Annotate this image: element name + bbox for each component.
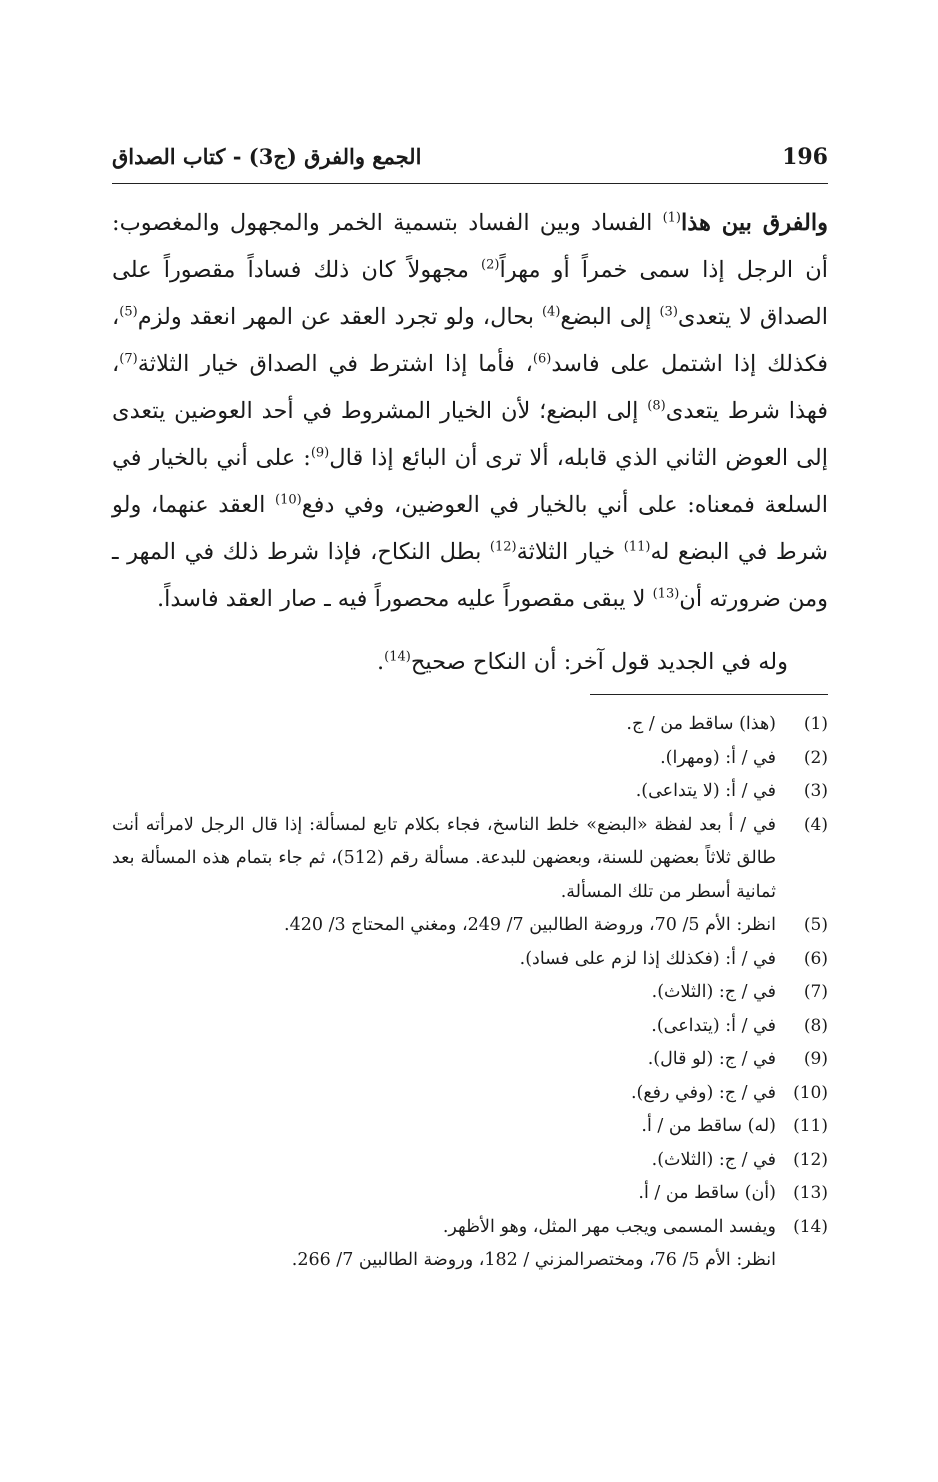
footnote-ref-7[interactable]: (7) bbox=[119, 351, 138, 367]
footnote-ref-12[interactable]: (12) bbox=[489, 539, 517, 555]
footnote-number: (9) bbox=[803, 1049, 828, 1069]
text-run: بحال، ولو تجرد العقد عن المهر انعقد ولزم bbox=[137, 304, 542, 330]
text-run: مجهولاً كان ذلك فساداً مقصوراً على الصداق لا يتعدى bbox=[112, 257, 828, 330]
footnote-text: في / أ: (ومهرا). bbox=[660, 747, 776, 768]
text-run: ، فكذلك إذا اشتمل على فاسد bbox=[112, 304, 828, 377]
paragraph-lead: والفرق بين هذا bbox=[681, 210, 828, 236]
main-text bbox=[112, 200, 828, 686]
text-run: ، فأما إذا اشترط في الصداق خيار الثلاثة bbox=[137, 351, 533, 377]
footnote-number: (4) bbox=[803, 814, 828, 835]
footnote-divider bbox=[590, 694, 828, 695]
footnote-continuation: انظر: الأم 5/ 76، ومختصرالمزني / 182، وروضة الطالبين 7/ 266. bbox=[291, 1250, 776, 1270]
footnote-item bbox=[112, 1110, 828, 1144]
text-run: إلى البضع bbox=[560, 304, 660, 330]
footnote-ref-10[interactable]: (10) bbox=[274, 492, 302, 508]
footnote-ref-3[interactable]: (3) bbox=[659, 304, 678, 320]
footnote-number: (3) bbox=[803, 781, 828, 801]
footnote-number: (13) bbox=[793, 1183, 828, 1203]
footnote-ref-9[interactable]: (9) bbox=[310, 445, 330, 461]
footnote-number: (6) bbox=[803, 948, 828, 969]
footnote-text: ويفسد المسمى ويجب مهر المثل، وهو الأظهر. bbox=[442, 1216, 776, 1237]
text-run: خيار الثلاثة bbox=[516, 539, 624, 565]
text-run: العقد عنهما، ولو شرط في البضع له bbox=[112, 492, 828, 565]
text-run: . bbox=[376, 649, 385, 675]
footnote-number: (1) bbox=[803, 714, 828, 734]
header-divider bbox=[112, 183, 828, 184]
footnote-ref-13[interactable]: (13) bbox=[652, 586, 680, 602]
footnote-number: (12) bbox=[793, 1149, 828, 1170]
footnote-ref-6[interactable]: (6) bbox=[532, 351, 552, 367]
footnote-item bbox=[112, 976, 828, 1010]
footnote-number: (7) bbox=[803, 982, 828, 1002]
footnote-ref-8[interactable]: (8) bbox=[647, 398, 666, 414]
running-title: الجمع والفرق (ج3) - كتاب الصداق bbox=[112, 144, 422, 169]
footnote-number: (11) bbox=[793, 1116, 828, 1136]
footnote-item bbox=[112, 809, 828, 910]
footnote-text: (أن) ساقط من / أ. bbox=[638, 1183, 776, 1203]
paragraph-1 bbox=[112, 200, 828, 623]
footnote-text: في / ج: (الثلاث). bbox=[651, 1149, 776, 1170]
text-run: الفساد وبين الفساد بتسمية الخمر والمجهول والمغصوب: أن الرجل إذا سمى خمراً أو مهراً bbox=[112, 210, 828, 283]
footnote-text: في / أ: (فكذلك إذا لزم على فساد). bbox=[519, 948, 776, 969]
footnote-item bbox=[112, 1077, 828, 1111]
footnote-number: (10) bbox=[793, 1082, 828, 1103]
footnote-text: في / ج: (الثلاث). bbox=[651, 982, 776, 1002]
footnote-text: في / ج: (وفي رفع). bbox=[630, 1082, 776, 1103]
footnote-item bbox=[112, 1177, 828, 1211]
footnote-text: في / أ: (يتداعى). bbox=[651, 1015, 776, 1036]
page-header bbox=[112, 140, 828, 180]
footnote-text: (له) ساقط من / أ. bbox=[641, 1116, 776, 1136]
footnote-item bbox=[112, 1144, 828, 1178]
text-run: وله في الجديد قول آخر: أن النكاح صحيح bbox=[410, 649, 788, 675]
footnote-item bbox=[112, 1211, 828, 1245]
page-number: 196 bbox=[782, 144, 828, 170]
footnote-text: في / ج: (لو قال). bbox=[647, 1049, 776, 1069]
footnote-number: (5) bbox=[803, 915, 828, 935]
text-run: بطل النكاح، فإذا شرط ذلك في المهر ـ ومن ضرورته أن bbox=[112, 539, 828, 612]
text-run: لا يبقى مقصوراً عليه محصوراً فيه ـ صار العقد فاسداً. bbox=[156, 586, 653, 612]
footnote-item bbox=[112, 1043, 828, 1077]
footnote-ref-1[interactable]: (1) bbox=[662, 210, 681, 226]
footnote-number: (14) bbox=[793, 1216, 828, 1237]
footnote-item bbox=[112, 943, 828, 977]
footnote-item bbox=[112, 775, 828, 809]
text-run: إلى البضع؛ لأن الخيار المشروط في أحد العوضين يتعدى إلى العوض الثاني الذي قابله، ألا ترى أن البائع إذا قال bbox=[112, 398, 828, 471]
footnote-ref-2[interactable]: (2) bbox=[481, 257, 500, 273]
footnote-item bbox=[112, 1010, 828, 1044]
footnotes bbox=[112, 708, 828, 1278]
footnote-item bbox=[112, 742, 828, 776]
footnote-ref-5[interactable]: (5) bbox=[119, 304, 138, 320]
footnote-number: (2) bbox=[803, 747, 828, 768]
text-run: : على أني بالخيار في السلعة فمعناه: على أني بالخيار في العوضين، وفي دفع bbox=[112, 445, 828, 518]
footnote-ref-14[interactable]: (14) bbox=[384, 649, 411, 665]
footnote-text: في / أ: (لا يتداعى). bbox=[635, 781, 776, 801]
footnote-text: في / أ بعد لفظة «البضع» خلط الناسخ، فجاء بكلام تابع لمسألة: إذا قال الرجل لامرأته أنت طالق ثلاثاً بعضهن للسنة، وبعضهن للبدعة. مسألة رقم (512)، ثم جاء بتمام هذه المسألة بعد ثمانية أسطر من تلك المسألة. bbox=[112, 814, 776, 902]
footnote-text: (هذا) ساقط من / ج. bbox=[626, 714, 776, 734]
footnote-ref-4[interactable]: (4) bbox=[541, 304, 561, 320]
text-run: ، فهذا شرط يتعدى bbox=[112, 351, 828, 424]
footnote-item bbox=[112, 909, 828, 943]
footnote-item bbox=[112, 708, 828, 742]
footnote-number: (8) bbox=[803, 1015, 828, 1036]
footnote-ref-11[interactable]: (11) bbox=[623, 539, 651, 555]
paragraph-2 bbox=[112, 639, 828, 686]
footnote-text: انظر: الأم 5/ 70، وروضة الطالبين 7/ 249، ومغني المحتاج 3/ 420. bbox=[284, 915, 776, 935]
